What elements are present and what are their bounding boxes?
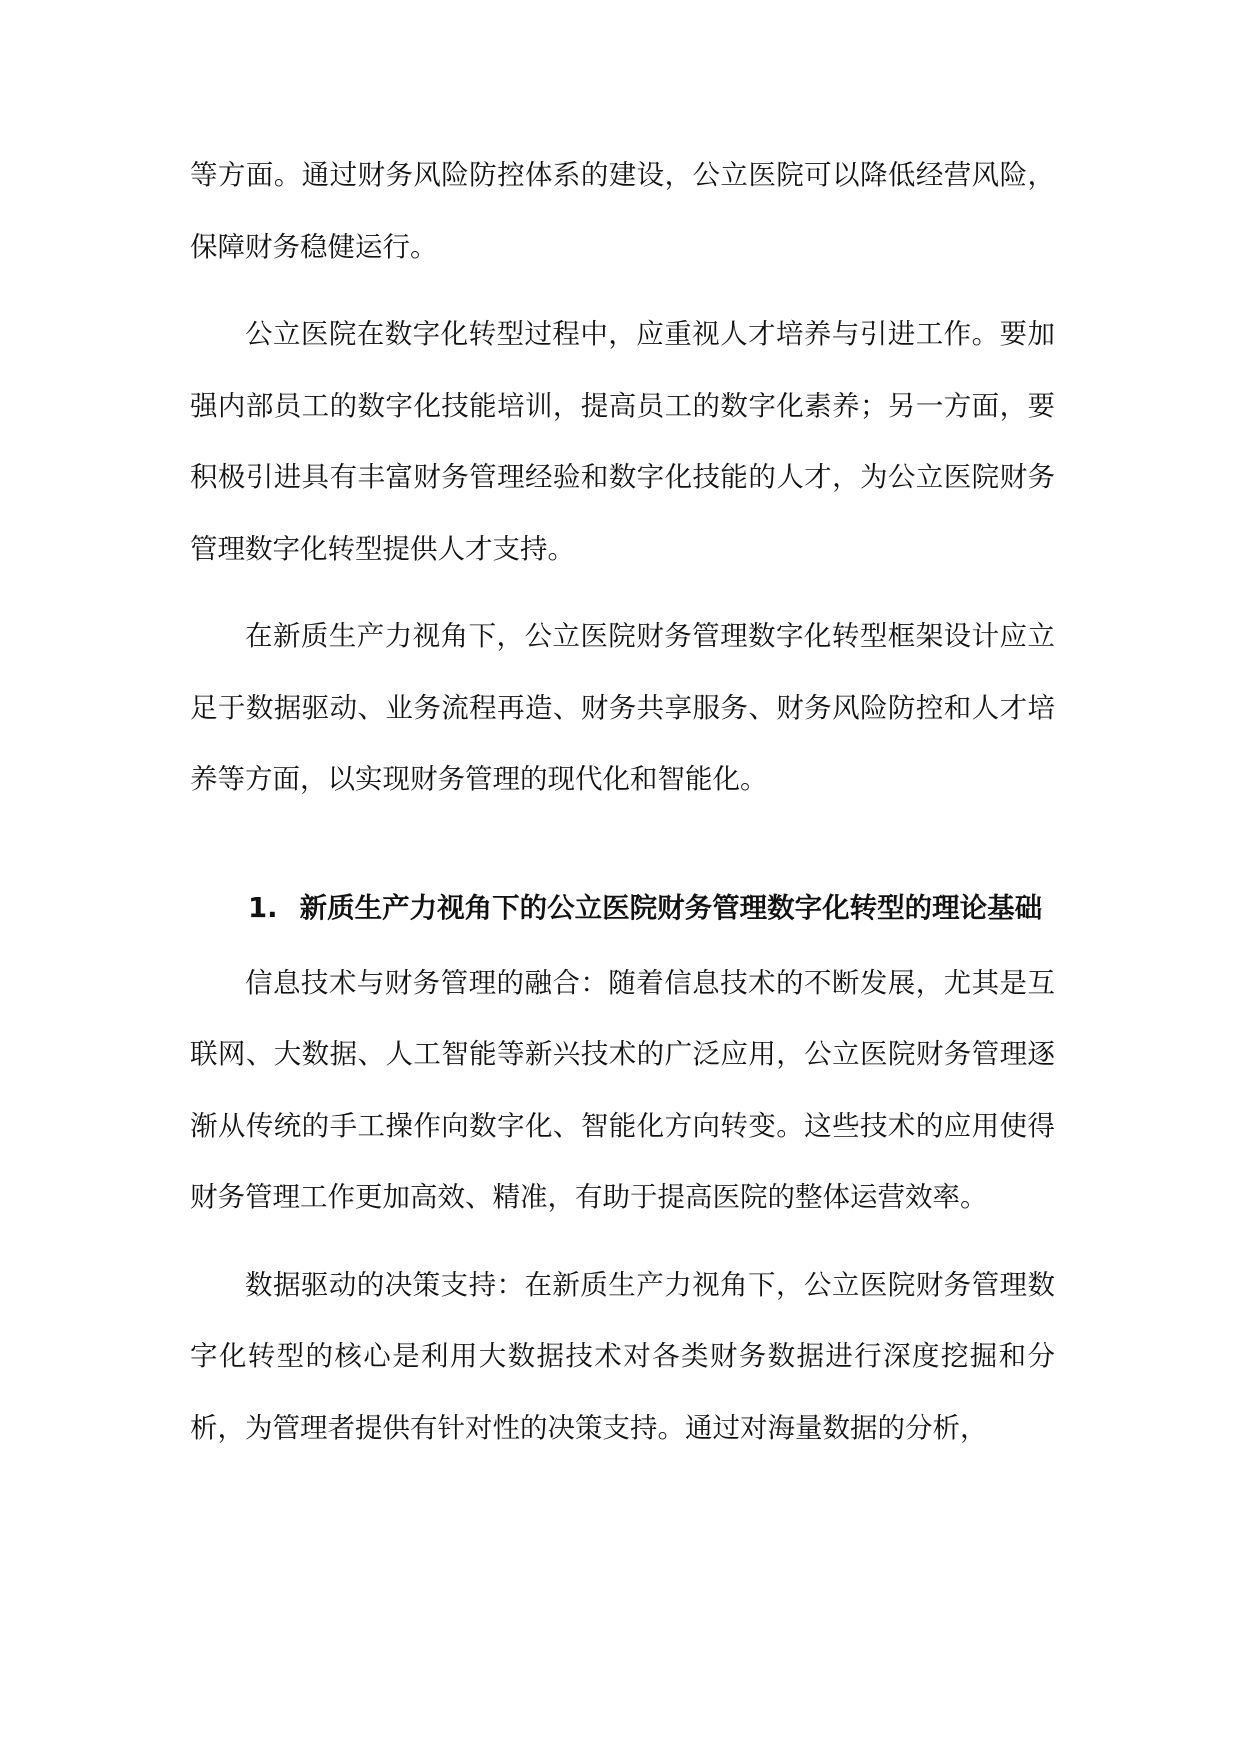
paragraph-continuation: 等方面。通过财务风险防控体系的建设，公立医院可以降低经营风险，保障财务稳健运行。 xyxy=(190,159,1055,263)
document-body xyxy=(190,140,1055,1464)
section-heading xyxy=(190,868,1055,948)
paragraph-spacer xyxy=(190,1234,1055,1250)
paragraph-talent: 公立医院在数字化转型过程中，应重视人才培养与引进工作。要加强内部员工的数字化技能培训，提高员工的数字化素养；另一方面，要积极引进具有丰富财务管理经验和数字化技能的人才，为公立医院财务管理数字化转型提供人才支持。 xyxy=(190,318,1055,565)
section-title: 新质生产力视角下的公立医院财务管理数字化转型的理论基础 xyxy=(299,891,1043,924)
paragraph-data-driven: 数据驱动的决策支持：在新质生产力视角下，公立医院财务管理数字化转型的核心是利用大数据技术对各类财务数据进行深度挖掘和分析，为管理者提供有针对性的决策支持。通过对海量数据的分析， xyxy=(190,1268,1055,1444)
section-spacer xyxy=(190,816,1055,868)
paragraph-framework-summary: 在新质生产力视角下，公立医院财务管理数字化转型框架设计应立足于数据驱动、业务流程再造、财务共享服务、财务风险防控和人才培养等方面，以实现财务管理的现代化和智能化。 xyxy=(190,620,1055,795)
section-number: 1. xyxy=(248,891,278,924)
paragraph-it-integration: 信息技术与财务管理的融合：随着信息技术的不断发展，尤其是互联网、大数据、人工智能等新兴技术的广泛应用，公立医院财务管理逐渐从传统的手工操作向数字化、智能化方向转变。这些技术的应用使得财务管理工作更加高效、精准，有助于提高医院的整体运营效率。 xyxy=(190,966,1055,1213)
paragraph-spacer xyxy=(190,585,1055,601)
paragraph-spacer xyxy=(190,283,1055,299)
